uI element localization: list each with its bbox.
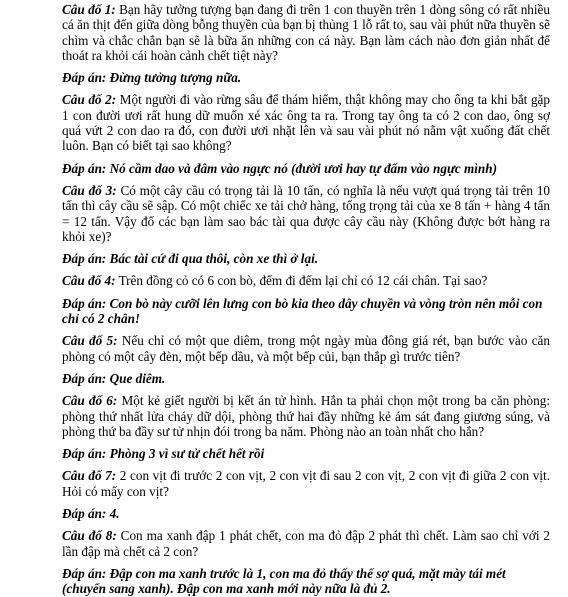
riddle-answer bbox=[62, 70, 550, 85]
riddle-question-text: Một kẻ giết người bị kết án tử hình. Hắn ta phải chọn một trong ba căn phòng: phòng thứ nhất lửa cháy dữ dội, phòng thứ hai đầy những kẻ ám sát đang giương súng, và phòng thứ ba đầy sư tử nhịn đói trong ba năm. Phòng nào an toàn nhất cho hắn? bbox=[62, 393, 550, 439]
riddle-label: Câu đố 7: bbox=[62, 468, 117, 484]
riddle-8 bbox=[62, 528, 550, 596]
riddle-question bbox=[62, 2, 550, 63]
riddle-question-text: Con ma xanh đập 1 phát chết, con ma đỏ đập 2 phát thì chết. Làm sao chỉ với 2 lần đập mà chết cả 2 con? bbox=[62, 528, 551, 559]
answer-label: Đáp án: bbox=[62, 446, 107, 462]
answer-label: Đáp án: bbox=[62, 251, 107, 267]
answer-text: 4. bbox=[109, 506, 120, 522]
riddle-5 bbox=[62, 333, 550, 386]
riddle-answer bbox=[62, 296, 550, 327]
riddle-answer bbox=[62, 161, 550, 176]
answer-label: Đáp án: bbox=[62, 506, 107, 522]
answer-text: Que diêm. bbox=[109, 370, 166, 386]
riddle-2 bbox=[62, 92, 550, 175]
answer-text: Con bò này cưỡi lên lưng con bò kia theo dây chuyền và vòng tròn nên mỗi con chỉ có 2 chân! bbox=[62, 295, 543, 327]
riddle-question-text: Bạn hãy tưởng tượng bạn đang đi trên 1 con thuyền trên 1 dòng sông có rất nhiều cá ăn thịt đến giữa dòng bỗng thuyền của bạn bị thủng 1 lỗ rất to, sau vài phút nữa thuyền sẽ chìm và chắc chắn bạn sẽ là bữa ăn những con cá này. Bạn làm cách nào đơn giản nhất để thoát ra khỏi cái hoàn cảnh chết tiệt này? bbox=[62, 2, 551, 63]
riddle-question bbox=[62, 333, 550, 364]
riddle-question bbox=[62, 393, 550, 439]
riddle-1 bbox=[62, 2, 550, 85]
riddle-question bbox=[62, 183, 550, 244]
riddle-question-text: Một người đi vào rừng sâu để thám hiểm, thật không may cho ông ta khi bắt gặp 1 con đười ươi rất hung dữ muốn xé xác ông ta ra. Trong tay ông ta có 2 con dao, ông sợ quá vứt 2 con dao ra đó, con đười ươi nhặt lên và sau vài phút nó nằm vật xuống đất chết luôn. Bạn có biết tại sao không? bbox=[62, 92, 550, 154]
answer-label: Đáp án: bbox=[62, 70, 107, 86]
riddle-answer bbox=[62, 251, 550, 266]
riddle-label: Câu đố 4: bbox=[62, 273, 116, 289]
answer-text: Phòng 3 vì sư tử chết hết rồi bbox=[109, 446, 265, 462]
riddle-answer bbox=[62, 566, 550, 597]
answer-text: Đập con ma xanh trước là 1, con ma đỏ thấy thế sợ quá, mặt mày tái mét (chuyển sang xanh). Đập con ma xanh mới này nữa là đủ 2. bbox=[62, 565, 506, 597]
riddle-answer bbox=[62, 371, 550, 386]
answer-label: Đáp án: bbox=[62, 565, 107, 581]
answer-label: Đáp án: bbox=[62, 160, 107, 176]
riddle-label: Câu đố 6: bbox=[62, 393, 118, 409]
riddle-label: Câu đố 2: bbox=[62, 92, 117, 108]
riddle-question bbox=[62, 273, 550, 288]
riddle-question bbox=[62, 92, 550, 153]
riddle-question-text: Nếu chỉ có một que diêm, trong một ngày mùa đông giá rét, bạn bước vào căn phòng có một cây đèn, một bếp dầu, và một bếp củi, bạn thắp gì trước tiên? bbox=[62, 333, 550, 364]
riddle-3 bbox=[62, 183, 550, 266]
riddle-label: Câu đố 8: bbox=[62, 528, 117, 544]
riddle-question bbox=[62, 468, 550, 499]
riddle-7 bbox=[62, 468, 550, 521]
riddle-answer bbox=[62, 446, 550, 461]
answer-label: Đáp án: bbox=[62, 370, 107, 386]
riddle-answer bbox=[62, 506, 550, 521]
riddle-question-text: Trên đồng cỏ có 6 con bò, đếm đi đếm lại chỉ có 12 cái chân. Tại sao? bbox=[118, 273, 488, 289]
riddle-label: Câu đố 3: bbox=[62, 182, 117, 198]
riddle-question-text: Có một cây cầu có trọng tải là 10 tấn, có nghĩa là nếu vượt quá trọng tải trên 10 tấn thì cây cầu sẽ sập. Có một chiếc xe tải chở hàng, tổng trọng tải của xe 8 tấn + hàng 4 tấn = 12 tấn. Vậy đố các bạn làm sao bác tài qua được cây cầu này (Không được bớt hàng ra khỏi xe)? bbox=[62, 182, 551, 244]
riddle-label: Câu đố 1: bbox=[62, 2, 116, 17]
answer-label: Đáp án: bbox=[62, 295, 107, 311]
answer-text: Đừng tưởng tượng nữa. bbox=[109, 70, 242, 86]
answer-text: Nó cầm dao và đâm vào ngực nó (đười ươi hay tự đấm vào ngực mình) bbox=[109, 160, 497, 176]
riddle-question bbox=[62, 528, 550, 559]
riddle-question-text: 2 con vịt đi trước 2 con vịt, 2 con vịt đi sau 2 con vịt, 2 con vịt đi giữa 2 con vịt. Hỏi có mấy con vịt? bbox=[62, 468, 550, 499]
answer-text: Bác tài cứ đi qua thôi, còn xe thì ở lại. bbox=[109, 251, 319, 267]
riddle-label: Câu đố 5: bbox=[62, 333, 118, 349]
riddle-6 bbox=[62, 393, 550, 461]
riddle-4 bbox=[62, 273, 550, 326]
